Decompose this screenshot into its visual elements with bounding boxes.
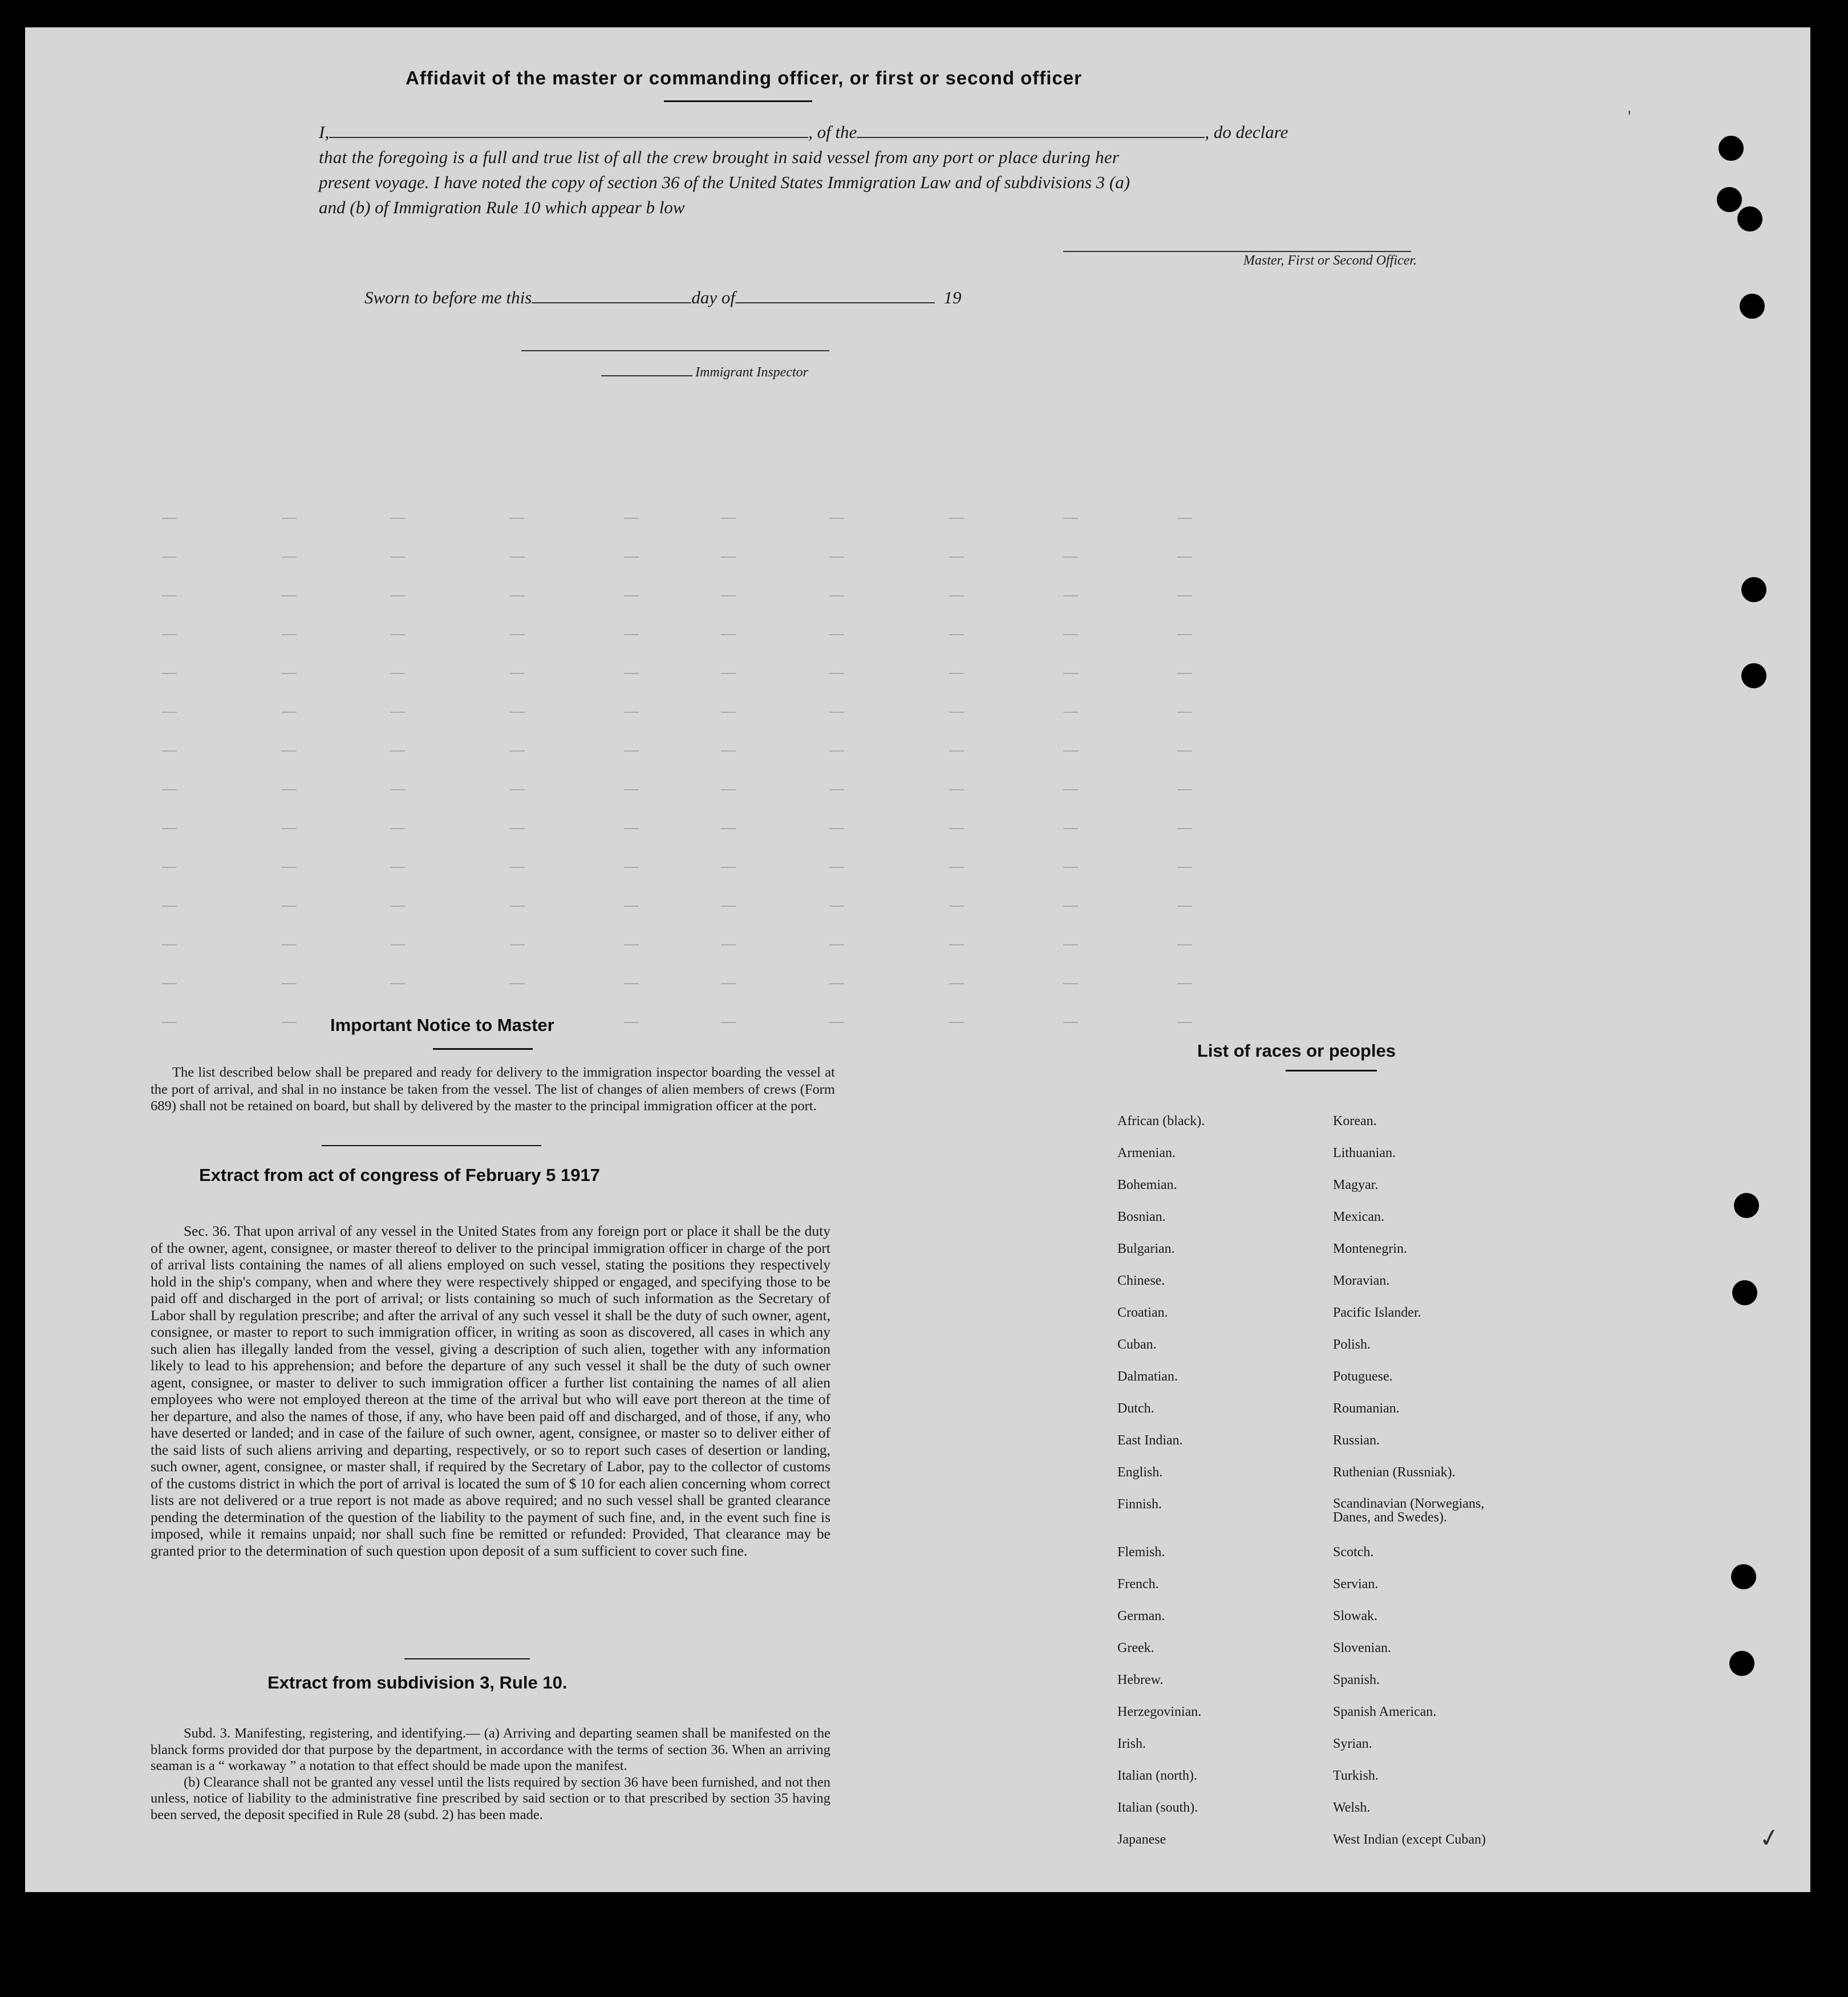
- ghost-dash: [282, 518, 297, 519]
- ghost-dash: [624, 750, 639, 752]
- ghost-dash: [282, 634, 297, 635]
- punch-hole: [1717, 187, 1742, 212]
- ghost-dash: [1063, 944, 1078, 945]
- ghost-dash: [1063, 595, 1078, 596]
- ghost-dash: [721, 867, 736, 868]
- ghost-dash: [624, 634, 639, 635]
- ghost-dash: [949, 634, 964, 635]
- ghost-dash: [162, 789, 177, 790]
- ghost-dash: [829, 983, 844, 984]
- ghost-dash: [1063, 983, 1078, 984]
- ghost-dash: [624, 828, 639, 829]
- punch-hole: [1741, 577, 1766, 602]
- ghost-dash: [624, 983, 639, 984]
- punch-hole: [1732, 1280, 1757, 1305]
- ghost-dash: [282, 867, 297, 868]
- signature-line[interactable]: [1063, 251, 1411, 252]
- ghost-dash: [510, 828, 525, 829]
- races-title: List of races or peoples: [1197, 1041, 1396, 1061]
- race-item: English.: [1117, 1465, 1163, 1480]
- races-underline: [1286, 1070, 1377, 1071]
- race-item: Roumanian.: [1333, 1401, 1400, 1416]
- race-item: Spanish American.: [1333, 1704, 1437, 1719]
- act-title: Extract from act of congress of February 5 1917: [199, 1165, 600, 1185]
- ghost-dash: [1177, 634, 1192, 635]
- ghost-dash: [829, 750, 844, 752]
- sworn-day-blank[interactable]: [532, 302, 691, 303]
- race-item: Cuban.: [1117, 1337, 1157, 1352]
- race-item: Polish.: [1333, 1337, 1371, 1352]
- rule-text: [151, 1726, 830, 1823]
- ghost-dash: [829, 518, 844, 519]
- ghost-dash: [1063, 518, 1078, 519]
- ghost-dash: [510, 750, 525, 752]
- race-item: Scandinavian (Norwegians, Danes, and Swedes).: [1333, 1496, 1485, 1525]
- race-item: Bosnian.: [1117, 1209, 1166, 1224]
- ghost-dash: [1177, 867, 1192, 868]
- vessel-blank[interactable]: [857, 136, 1205, 138]
- year-prefix: 19: [943, 287, 962, 307]
- ghost-dash: [390, 712, 405, 713]
- ghost-dash: [829, 595, 844, 596]
- race-item: Dutch.: [1117, 1401, 1154, 1416]
- ghost-dash: [624, 595, 639, 596]
- race-item: Pacific Islander.: [1333, 1305, 1421, 1320]
- race-item: Italian (south).: [1117, 1800, 1198, 1815]
- race-item: Welsh.: [1333, 1800, 1371, 1815]
- ghost-dash: [949, 828, 964, 829]
- sworn-line: [364, 285, 961, 310]
- punch-hole: [1737, 206, 1762, 232]
- ghost-dash: [721, 634, 736, 635]
- ghost-dash: [510, 983, 525, 984]
- race-item: Korean.: [1333, 1114, 1377, 1129]
- ghost-dash: [949, 673, 964, 674]
- ghost-dash: [390, 828, 405, 829]
- race-item: Croatian.: [1117, 1305, 1168, 1320]
- punch-hole: [1731, 1564, 1756, 1589]
- ghost-dash: [949, 712, 964, 713]
- race-item: Armenian.: [1117, 1146, 1176, 1160]
- ghost-dash: [1177, 750, 1192, 752]
- punch-hole: [1729, 1651, 1754, 1676]
- ghost-dash: [390, 867, 405, 868]
- race-item: Chinese.: [1117, 1273, 1165, 1288]
- ghost-dash: [1177, 1022, 1192, 1023]
- ghost-dash: [162, 944, 177, 945]
- ghost-dash: [949, 906, 964, 907]
- ghost-dash: [510, 944, 525, 945]
- ghost-dash: [829, 906, 844, 907]
- ghost-dash: [162, 712, 177, 713]
- declare-label: , do declare: [1205, 122, 1288, 142]
- rule-text-a: Subd. 3. Manifesting, registering, and identifying.— (a) Arriving and departing seamen shall be manifested on the blanck forms provided dor that purpose by the department, in accordance with the terms of section 36. When an arriving seaman is a “ workaway ” a notation to that effect should be made upon the manifest.: [151, 1726, 830, 1773]
- ghost-dash: [721, 518, 736, 519]
- race-item: Bohemian.: [1117, 1178, 1177, 1192]
- punch-hole: [1734, 1193, 1759, 1218]
- ghost-dash: [162, 983, 177, 984]
- ghost-dash: [721, 595, 736, 596]
- punch-hole: [1719, 136, 1744, 161]
- day-of-label: day of: [691, 287, 735, 307]
- notice-underline: [433, 1048, 533, 1050]
- ghost-dash: [1063, 789, 1078, 790]
- ghost-dash: [390, 906, 405, 907]
- ghost-dash: [1063, 1022, 1078, 1023]
- ghost-dash: [721, 983, 736, 984]
- ghost-dash: [510, 906, 525, 907]
- rule-text-b: (b) Clearance shall not be granted any vessel until the lists required by section 36 have been furnished, and not then unless, notice of liability to the administrative fine prescribed by said section or to that prescribed by section 35 having been served, the deposit specified in Rule 28 (subd. 2) has been made.: [151, 1774, 830, 1823]
- ghost-dash: [829, 1022, 844, 1023]
- ghost-dash: [721, 1022, 736, 1023]
- ghost-dash: [1177, 789, 1192, 790]
- ghost-dash: [510, 789, 525, 790]
- race-item: Syrian.: [1333, 1736, 1372, 1751]
- ghost-dash: [162, 828, 177, 829]
- ghost-dash: [282, 557, 297, 558]
- race-item: Flemish.: [1117, 1545, 1165, 1560]
- race-item: Slowak.: [1333, 1609, 1377, 1623]
- ghost-dash: [282, 789, 297, 790]
- ghost-dash: [162, 750, 177, 752]
- ghost-dash: [624, 1022, 639, 1023]
- ghost-dash: [282, 750, 297, 752]
- ghost-dash: [282, 712, 297, 713]
- ghost-dash: [624, 944, 639, 945]
- ghost-dash: [949, 944, 964, 945]
- ghost-dash: [162, 906, 177, 907]
- punch-hole: [1741, 663, 1766, 688]
- notice-text: The list described below shall be prepared and ready for delivery to the immigration inspector boarding the vessel at the port of arrival, and shal in no instance be taken from the vessel. The list of changes of alien members of crews (Form 689) shall not be retained on board, but shall by delivered by the master to the principal immigration officer at the port.: [151, 1065, 835, 1114]
- ghost-dash: [162, 518, 177, 519]
- ghost-dash: [949, 1022, 964, 1023]
- ghost-dash: [1177, 712, 1192, 713]
- of-the-label: , of the: [808, 122, 857, 142]
- ghost-dash: [510, 712, 525, 713]
- race-item: Lithuanian.: [1333, 1146, 1396, 1160]
- inspector-short-line: [601, 375, 692, 376]
- ghost-dash: [390, 944, 405, 945]
- ghost-dash: [624, 789, 639, 790]
- divider-1: [322, 1145, 541, 1146]
- ghost-dash: [1063, 867, 1078, 868]
- title-underline: [664, 100, 812, 102]
- ghost-dash: [1063, 750, 1078, 752]
- inspector-signature-line[interactable]: [521, 350, 829, 351]
- race-item: Slovenian.: [1333, 1641, 1391, 1655]
- ghost-dash: [1063, 557, 1078, 558]
- ghost-dash: [1177, 518, 1192, 519]
- ghost-dash: [949, 983, 964, 984]
- race-item: Greek.: [1117, 1641, 1154, 1655]
- ghost-dash: [949, 789, 964, 790]
- ghost-dash: [390, 595, 405, 596]
- ghost-dash: [282, 944, 297, 945]
- ghost-dash: [390, 750, 405, 752]
- ghost-dash: [829, 557, 844, 558]
- ghost-dash: [1063, 712, 1078, 713]
- race-item: Spanish.: [1333, 1673, 1380, 1687]
- ghost-dash: [949, 518, 964, 519]
- ghost-dash: [510, 673, 525, 674]
- ghost-dash: [390, 789, 405, 790]
- race-item: Irish.: [1117, 1736, 1146, 1751]
- affidavit-line1: [319, 120, 1465, 145]
- ghost-dash: [624, 712, 639, 713]
- race-item: Japanese: [1117, 1832, 1166, 1847]
- race-item: Servian.: [1333, 1577, 1379, 1592]
- ghost-dash: [162, 595, 177, 596]
- affidavit-line2: that the foregoing is a full and true list of all the crew brought in said vessel from any port or place during her: [319, 147, 1120, 167]
- ghost-dash: [721, 906, 736, 907]
- ghost-dash: [624, 906, 639, 907]
- ghost-dash: [510, 867, 525, 868]
- ghost-dash: [282, 595, 297, 596]
- ghost-dash: [282, 673, 297, 674]
- ghost-dash: [624, 518, 639, 519]
- ghost-dash: [282, 828, 297, 829]
- ghost-dash: [1063, 906, 1078, 907]
- ghost-dash: [721, 712, 736, 713]
- ghost-dash: [721, 789, 736, 790]
- ghost-dash: [162, 557, 177, 558]
- race-item: Italian (north).: [1117, 1768, 1197, 1783]
- race-item: Moravian.: [1333, 1273, 1390, 1288]
- ghost-dash: [721, 557, 736, 558]
- rule-title: Extract from subdivision 3, Rule 10.: [268, 1673, 568, 1692]
- ghost-dash: [829, 828, 844, 829]
- affidavit-title: Affidavit of the master or commanding officer, or first or second officer: [405, 67, 1082, 88]
- ghost-dash: [829, 673, 844, 674]
- race-item: Finnish.: [1117, 1497, 1162, 1512]
- ghost-dash: [390, 557, 405, 558]
- ghost-dash: [829, 944, 844, 945]
- race-item: Russian.: [1333, 1433, 1380, 1448]
- ghost-dash: [721, 673, 736, 674]
- ghost-dash: [162, 867, 177, 868]
- race-item: Bulgarian.: [1117, 1241, 1175, 1256]
- race-item: Turkish.: [1333, 1768, 1379, 1783]
- inspector-label: Immigrant Inspector: [695, 365, 808, 380]
- ghost-dash: [510, 595, 525, 596]
- ghost-dash: [1177, 595, 1192, 596]
- manifest-page: [25, 27, 1810, 1892]
- race-item: East Indian.: [1117, 1433, 1183, 1448]
- ghost-dash: [721, 750, 736, 752]
- ghost-dash: [829, 867, 844, 868]
- ghost-dash: [624, 867, 639, 868]
- ghost-dash: [624, 673, 639, 674]
- race-item: Hebrew.: [1117, 1673, 1164, 1687]
- ghost-dash: [1177, 828, 1192, 829]
- signature-label: Master, First or Second Officer.: [1243, 253, 1417, 268]
- act-text: Sec. 36. That upon arrival of any vessel in the United States from any foreign port or place it shall be the duty of the owner, agent, consignee, or master thereof to deliver to the principal immigration officer in charge of the port of arrival lists containing the names of all aliens employed on such vessel, stating the positions they respectively hold in the ship's company, when and where they were respectively shipped or engaged, and specifying those to be paid off and discharged in the port of arrival; or lists containing so much of such information as the Secretary of Labor shall by regulation prescribe; and after the arrival of any such vessel it shall be the duty of such owner, agent, consignee, or master to report to such immigration officer, in writing as soon as discovered, all cases in which any such alien has illegally landed from the vessel, giving a description of such alien, together with any information likely to lead to his apprehension; and before the departure of any such vessel it shall be the duty of such owner agent, consignee, or master to deliver to such immigration officer a further list containing the names of all alien employees who were not employed thereon at the time of the arrival but who will eave port thereon at the time of her departure, and also the names of those, if any, who have been paid off and discharged, and of those, if any, who have deserted or landed; and in case of the failure of such owner, agent, consignee, or master so to deliver either of the said lists of such aliens arriving and departing, respectively, or so to report such cases of desertion or landing, such owner, agent, consignee, or master shall, if required by the Secretary of Labor, pay to the collector of customs of the customs district in which the port of arrival is located the sum of $ 10 for each alien concerning whom correct lists are not delivered or a true report is not made as above required; and no such vessel shall be granted clearance pending the determination of the question of the liability to the payment of such fine, and, in the event such fine is imposed, while it remains unpaid; nor shall such fine be remitted or refunded: Provided, That clearance may be granted prior to the determination of such question upon deposit of a sum sufficient to cover such fine.: [151, 1223, 830, 1559]
- ghost-dash: [829, 634, 844, 635]
- ghost-dash: [1177, 983, 1192, 984]
- ghost-dash: [624, 557, 639, 558]
- race-item: French.: [1117, 1577, 1159, 1592]
- ghost-dash: [1177, 906, 1192, 907]
- name-blank[interactable]: [329, 136, 808, 138]
- race-item: Scotch.: [1333, 1545, 1374, 1560]
- affidavit-i-label: I,: [319, 122, 330, 142]
- ghost-dash: [949, 750, 964, 752]
- ghost-dash: [390, 518, 405, 519]
- ghost-dash: [829, 789, 844, 790]
- ghost-dash: [282, 983, 297, 984]
- race-item: Mexican.: [1333, 1209, 1384, 1224]
- ghost-dash: [721, 828, 736, 829]
- ghost-dash: [510, 557, 525, 558]
- race-item: West Indian (except Cuban): [1333, 1832, 1486, 1847]
- ghost-dash: [1063, 828, 1078, 829]
- ghost-dash: [390, 673, 405, 674]
- ghost-dash: [162, 634, 177, 635]
- ghost-dash: [162, 1022, 177, 1023]
- checkmark-icon: ✓: [1757, 1823, 1782, 1854]
- race-item: Magyar.: [1333, 1178, 1379, 1192]
- sworn-month-blank[interactable]: [735, 302, 935, 303]
- ghost-dash: [1177, 673, 1192, 674]
- affidavit-line4: and (b) of Immigration Rule 10 which appear b low: [319, 197, 685, 217]
- affidavit-line3: present voyage. I have noted the copy of section 36 of the United States Immigration Law and of subdivisions 3 (a): [319, 172, 1130, 192]
- ghost-dash: [1177, 557, 1192, 558]
- race-item: Ruthenian (Russniak).: [1333, 1465, 1456, 1480]
- ghost-dash: [282, 1022, 297, 1023]
- ghost-dash: [162, 673, 177, 674]
- ghost-dash: [949, 595, 964, 596]
- ghost-dash: [1063, 634, 1078, 635]
- ghost-dash: [829, 712, 844, 713]
- notice-title: Important Notice to Master: [330, 1015, 554, 1035]
- race-item: German.: [1117, 1609, 1165, 1623]
- ghost-dash: [390, 983, 405, 984]
- ghost-dash: [282, 906, 297, 907]
- race-item: African (black).: [1117, 1114, 1205, 1129]
- race-item: Montenegrin.: [1333, 1241, 1407, 1256]
- stray-mark: ': [1628, 107, 1631, 126]
- race-item: Potuguese.: [1333, 1369, 1393, 1384]
- ghost-dash: [1063, 673, 1078, 674]
- ghost-dash: [949, 557, 964, 558]
- ghost-dash: [1177, 944, 1192, 945]
- punch-hole: [1740, 294, 1765, 319]
- ghost-dash: [510, 634, 525, 635]
- race-item: Herzegovinian.: [1117, 1704, 1202, 1719]
- ghost-dash: [721, 944, 736, 945]
- ghost-dash: [949, 867, 964, 868]
- divider-2: [404, 1658, 530, 1659]
- sworn-label: Sworn to before me this: [364, 287, 532, 307]
- race-item: Dalmatian.: [1117, 1369, 1178, 1384]
- ghost-dash: [390, 634, 405, 635]
- ghost-dash: [510, 518, 525, 519]
